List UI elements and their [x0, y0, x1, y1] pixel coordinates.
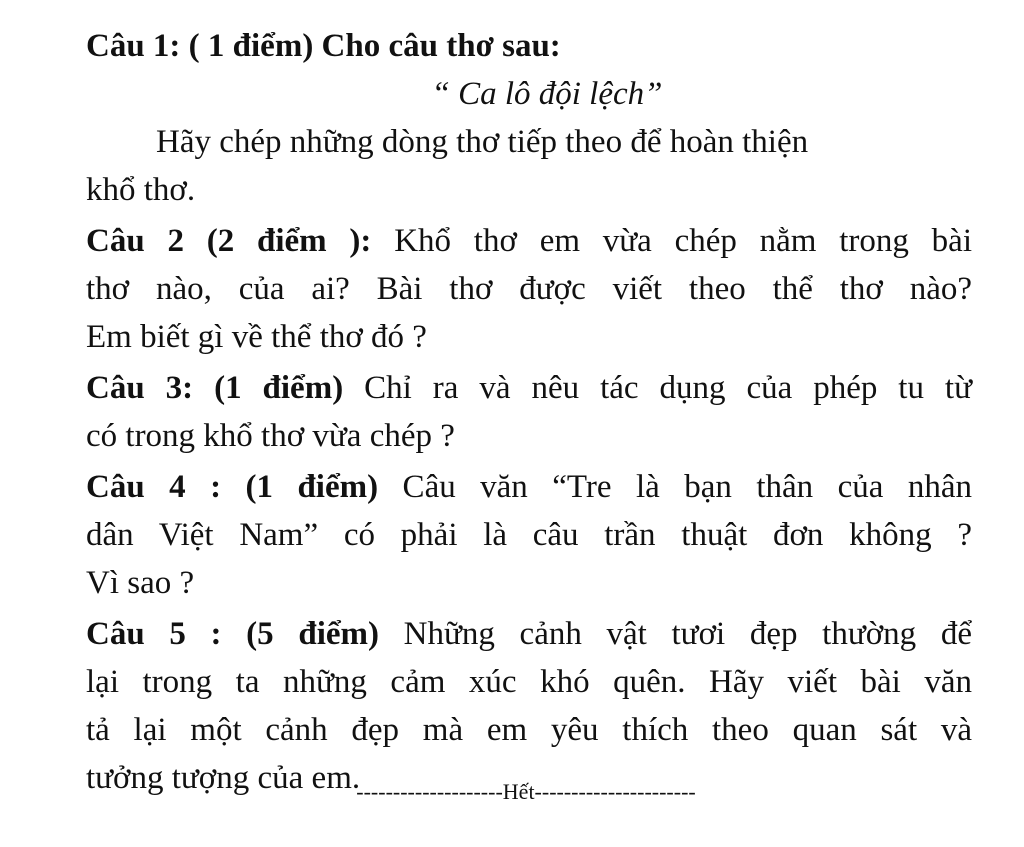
question-1 — [86, 22, 972, 214]
question-3-title: Câu 3: (1 điểm) — [86, 370, 344, 406]
question-4-body-line-1: Câu văn “Tre là bạn thân của nhân — [378, 469, 972, 505]
question-2-title: Câu 2 (2 điểm ): — [86, 223, 372, 259]
question-2-body-line-1: Khổ thơ em vừa chép nằm trong bài — [371, 223, 973, 259]
question-2 — [86, 217, 972, 361]
question-3-line-1 — [86, 364, 972, 412]
question-4-body-line-3: Vì sao ? — [86, 565, 195, 601]
question-5-body-line-2: lại trong ta những cảm xúc khó quên. Hãy viết bài văn — [86, 664, 972, 700]
end-marker: --------------------Hết---------------------- — [356, 779, 696, 804]
question-2-body-line-3: Em biết gì về thể thơ đó ? — [86, 319, 427, 355]
question-2-line-1 — [86, 217, 972, 265]
exam-document — [86, 22, 972, 802]
question-5-body-line-1: Những cảnh vật tươi đẹp thường để — [379, 616, 972, 652]
question-5-title: Câu 5 : (5 điểm) — [86, 616, 379, 652]
question-1-body-line-2: khổ thơ. — [86, 172, 196, 208]
question-5-body-line-4: tưởng tượng của em. — [86, 760, 361, 796]
question-3-body-line-2: có trong khổ thơ vừa chép ? — [86, 418, 455, 454]
question-3 — [86, 364, 972, 460]
question-3-body-line-1: Chỉ ra và nêu tác dụng của phép tu từ — [343, 370, 972, 406]
question-4-title: Câu 4 : (1 điểm) — [86, 469, 379, 505]
question-4-line-1 — [86, 463, 972, 511]
question-2-body-line-2: thơ nào, của ai? Bài thơ được viết theo thể thơ nào? — [86, 271, 972, 307]
poem-line: “ Ca lô đội lệch” — [431, 76, 663, 112]
question-5-line-1 — [86, 610, 972, 658]
question-4 — [86, 463, 972, 607]
question-1-body-line-1: Hãy chép những dòng thơ tiếp theo để hoàn thiện — [156, 124, 809, 160]
question-5 — [86, 610, 972, 802]
question-4-body-line-2: dân Việt Nam” có phải là câu trần thuật đơn không ? — [86, 517, 972, 553]
question-5-body-line-3: tả lại một cảnh đẹp mà em yêu thích theo quan sát và — [86, 712, 972, 748]
question-1-title: Câu 1: ( 1 điểm) Cho câu thơ sau: — [86, 28, 561, 64]
